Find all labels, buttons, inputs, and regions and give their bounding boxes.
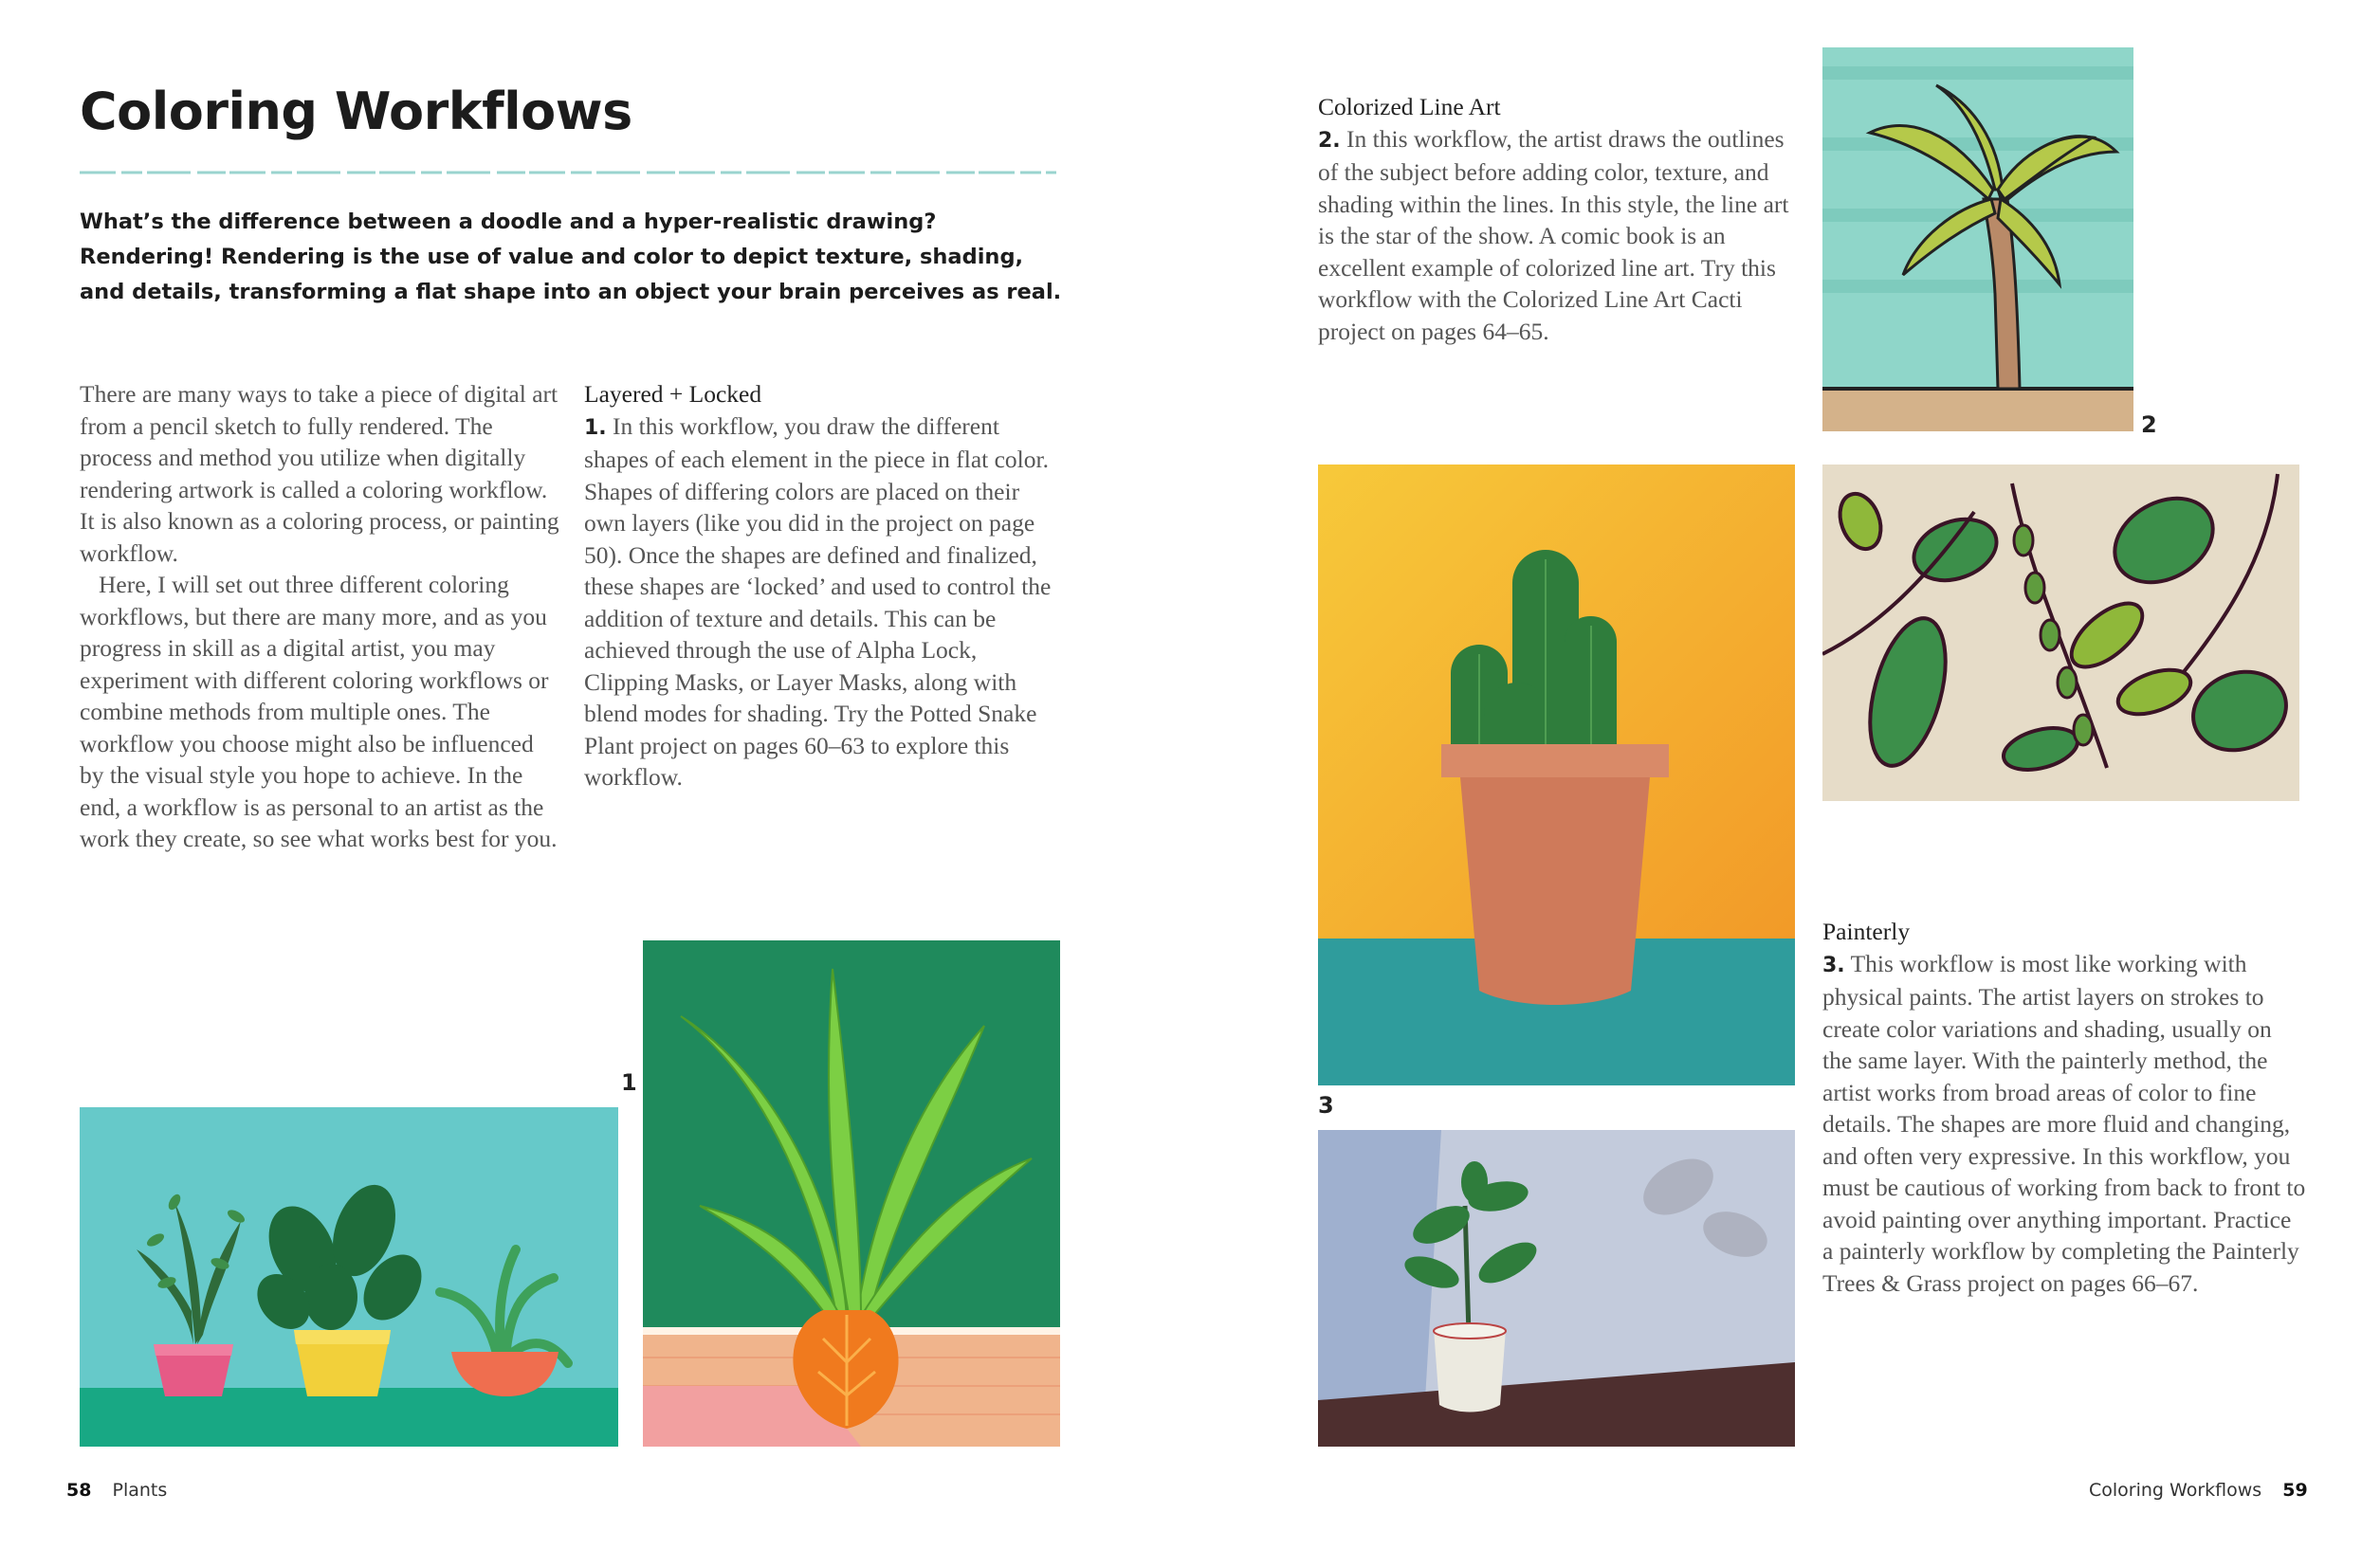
section-heading: Painterly [1822,918,1911,945]
intro-text: What’s the difference between a doodle and a hyper-realistic drawing? Rendering! Rendering is the use of value and color to depict texture, shading, and details, transforming a flat shape into an object your brain perceives as real. [80,210,1062,304]
section-number: 2. [1318,128,1341,153]
page-number: 58 [66,1480,92,1501]
snake-plant-orange-vase-illustration [643,940,1060,1447]
cactus-terracotta-pot-painting [1318,465,1795,1085]
palm-tree-line-art-illustration [1822,47,2133,431]
section-heading: Colorized Line Art [1318,93,1501,120]
figure-label-1: 1 [621,1069,637,1096]
body-paragraph-2: Here, I will set out three different coloring workflows, but there are many more, and as you progress in skill as a digital artist, you may experiment with different coloring workflows or combine methods from multiple ones. The workflow you choose might also be influenced by the visual style you hope to achieve. In the end, a workflow is as personal to an artist as the work they create, so see what works best for you. [80,571,558,852]
page-number: 59 [2282,1480,2308,1501]
figure-label-3: 3 [1318,1092,1334,1119]
section-colorized-line-art [1318,91,1792,347]
running-section: Coloring Workflows [2089,1480,2262,1501]
seedling-white-pot-painting [1318,1130,1795,1447]
section-painterly [1822,916,2306,1299]
body-paragraph-1: There are many ways to take a piece of digital art from a pencil sketch to fully rendered. The process and method you utilize when digitally rendering artwork is called a coloring workflow. It is also known as a coloring process, or painting workflow. [80,380,559,567]
title-rule [80,171,1056,174]
section-text: This workflow is most like working with physical paints. The artist layers on strokes to create color variations and shading, usually on the same layer. With the painterly method, the artist works from broad areas of color to fine details. The shapes are more fluid and changing, and often very expressive. In this workflow, you must be cautious of working from back to front to avoid painting over anything important. Practice a painterly workflow by completing the Painterly Trees & Grass project on pages 66–67. [1822,949,2306,1297]
section-text: In this workflow, the artist draws the outlines of the subject before adding color, texture, and shading within the lines. In this style, the line art is the star of the show. A comic book is an excellent example of colorized line art. Try this workflow with the Colorized Line Art Cacti project on pages 64–65. [1318,124,1789,345]
section-layered-locked [584,378,1066,793]
three-potted-plants-illustration [80,1107,618,1447]
body-column-1 [80,378,561,855]
figure-label-2: 2 [2141,411,2157,438]
section-number: 1. [584,415,607,440]
section-number: 3. [1822,953,1845,977]
footer-left [66,1480,167,1501]
section-heading: Layered + Locked [584,380,762,408]
page-title: Coloring Workflows [80,82,632,141]
running-section: Plants [112,1480,168,1501]
section-text: In this workflow, you draw the different shapes of each element in the piece in flat color. Shapes of differing colors are placed on their own layers (like you did in the project on page 50). Once the shapes are defined and finalized, these shapes are ‘locked’ and used to control the addition of texture and details. This can be achieved through the use of Alpha Lock, Clipping Masks, or Layer Masks, along with blend modes for shading. Try the Potted Snake Plant project on pages 60–63 to explore this workflow. [584,411,1052,791]
footer-right [2089,1480,2308,1501]
leaf-pattern-line-art-illustration [1822,465,2299,801]
